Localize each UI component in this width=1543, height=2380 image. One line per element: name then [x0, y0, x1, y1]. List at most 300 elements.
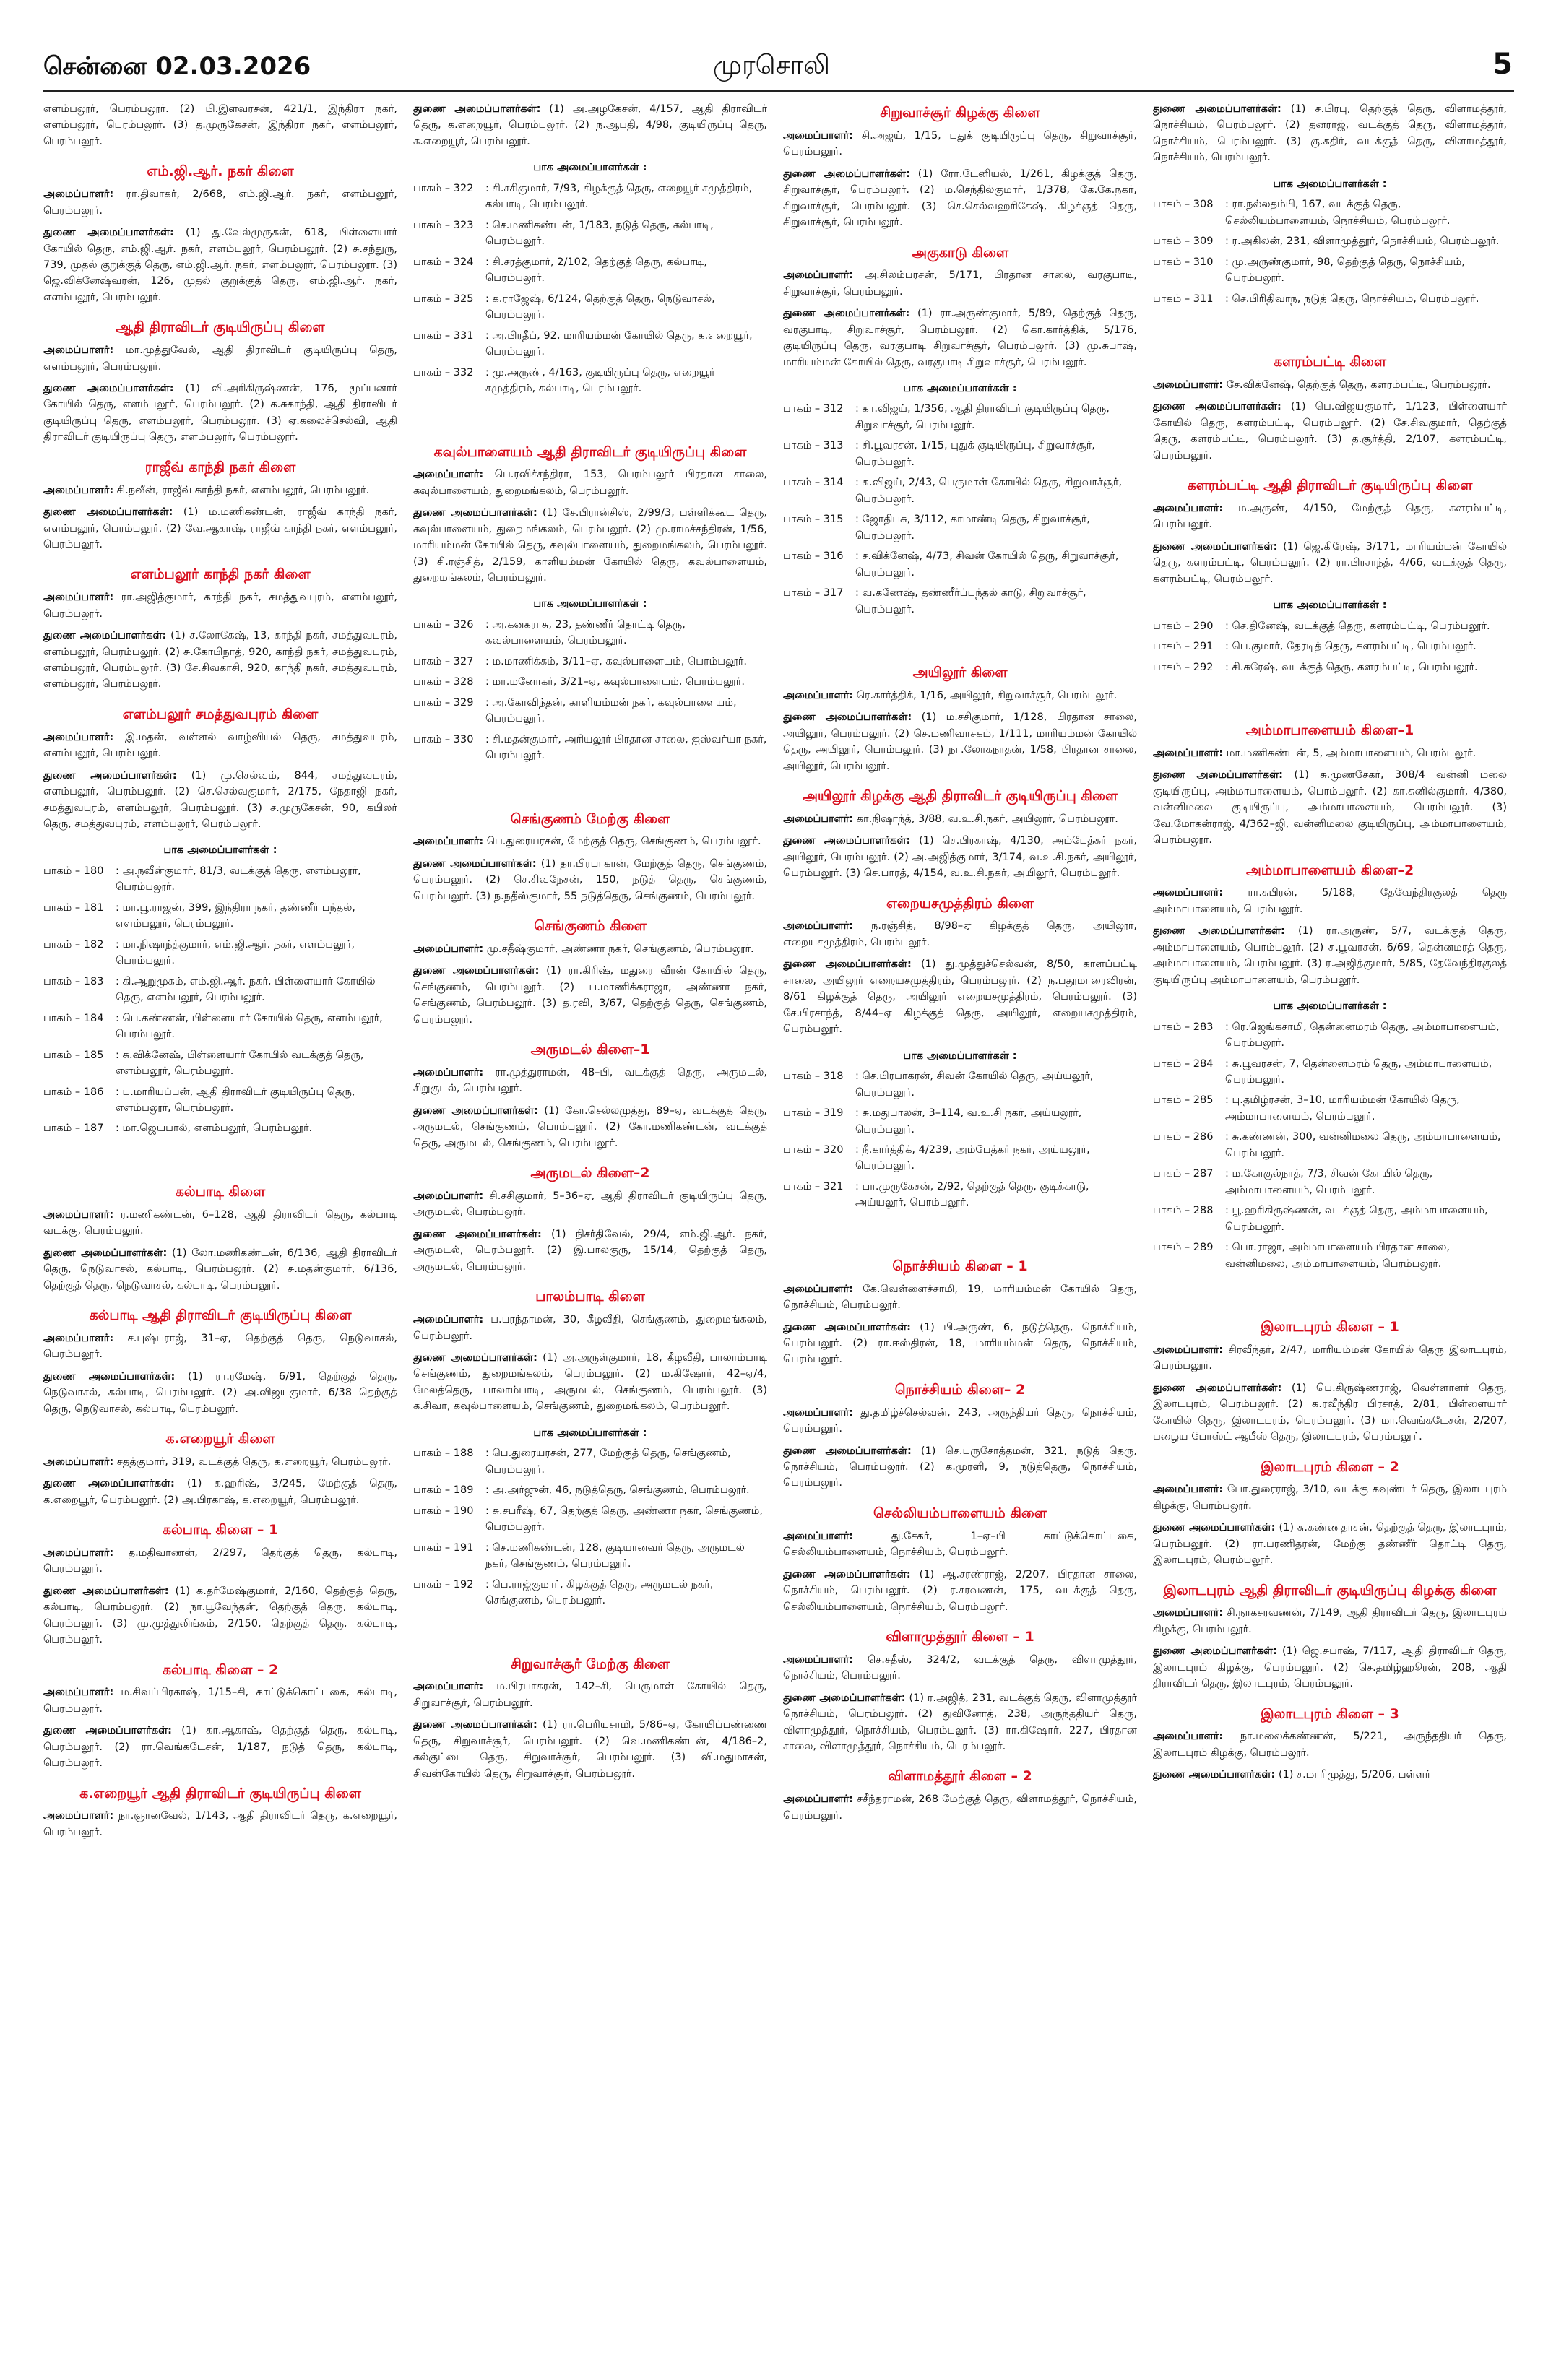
- booth-organiser: : ஜோதிபசு, 3/112, காமாண்டி தெரு, சிறுவாச்சூர், பெரம்பலூர்.: [855, 514, 1090, 542]
- organiser-label: அமைப்பாளர்:: [783, 129, 854, 142]
- organiser-text: மா.மணிகண்டன், 5, அம்மாபாளையம், பெரம்பலூர்.: [1226, 747, 1477, 759]
- booth-organiser: : ரா.நல்லதம்பி, 167, வடக்குத் தெரு, செல்லியம்பாளையம், நொச்சியம், பெரம்பலூர்.: [1225, 199, 1451, 227]
- deputy-label: துணை அமைப்பாளர்கள்:: [43, 506, 173, 519]
- deputy-label: துணை அமைப்பாளர்கள்:: [1153, 1645, 1277, 1658]
- booth-organiser: : பெ.துரையரசன், 277, மேற்குத் தெரு, செங்குணம், பெரம்பலூர்.: [485, 1448, 731, 1476]
- booth-organiser: : சு.கண்ணன், 300, வன்னிமலை தெரு, அம்மாபாளையம், பெரம்பலூர்.: [1225, 1131, 1501, 1159]
- deputy-label: துணை அமைப்பாளர்கள்:: [783, 1568, 911, 1580]
- deputy-organisers: [783, 709, 1137, 774]
- deputy-organisers: [43, 1723, 397, 1771]
- booth-row: [1153, 1019, 1507, 1052]
- deputy-organisers: [783, 1567, 1137, 1615]
- page-number: 5: [1492, 48, 1513, 81]
- deputy-text: (1) து.முத்துச்செல்வன், 8/50, காளப்பட்டி சாலை, அயிலூர் எறையசமுத்திரம், பெரம்பலூர். (2) ந.பதூமாரைவிரன், 8/61 கிழக்குத் தெரு, அயிலூர் எறையசமுத்திரம், பெரம்பலூர். (3) சே.பிரசாந்த், 8/44–ஏ கிழக்குத் தெரு, அயிலூர், எறையசமுத்திரம், பெரம்பலூர்.: [783, 959, 1137, 1036]
- booth-number: பாகம் – 284: [1153, 1057, 1214, 1070]
- booth-organiser: : சு.சபரீஷ், 67, தெற்குத் தெரு, அண்ணா நகர், செங்குணம், பெரம்பலூர்.: [485, 1505, 763, 1533]
- deputy-label: துணை அமைப்பாளர்கள்:: [1153, 769, 1283, 782]
- organiser-label: அமைப்பாளர்:: [43, 345, 114, 357]
- deputy-organisers: [783, 956, 1137, 1037]
- continued-text: எளம்பலூர், பெரம்பலூர். (2) பி.இளவரசன், 421/1, இந்திரா நகர், எளம்பலூர், பெரம்பலூர். (3) த.முருகேசன், இந்திரா நகர், எளம்பலூர், பெரம்பலூர்.: [43, 103, 397, 147]
- organiser: [43, 186, 397, 219]
- booth-organiser: : மா.மனோகர், 3/21–ஏ, கவுல்பாளையம், பெரம்பலூர்.: [485, 676, 745, 688]
- branch-heading: விளாமுத்தூர் கிளை – 1: [886, 1628, 1034, 1645]
- deputy-text: (1) ச.பிரபு, தெற்குத் தெரு, விளாமத்தூர், நொச்சியம், பெரம்பலூர். (2) தனராஜ், வடக்குத் தெரு, விளாமத்தூர், நொச்சியம், பெரம்பலூர். (3) கு.சுதிர், வடக்குத் தெரு, விளாமத்தூர், நொச்சியம், பெரம்பலூர்.: [1153, 103, 1507, 164]
- booth-number: பாகம் – 319: [783, 1107, 844, 1120]
- deputy-text: (1) செ.பிரகாஷ், 4/130, அம்பேத்கர் நகர், அயிலூர், பெரம்பலூர். (2) அ.அஜித்குமார், 3/174, வ.உ.சி.நகர், அயிலூர், பெரம்பலூர். (3) செ.பாரத், 4/154, வ.உ.சி.நகர், அயிலூர், பெரம்பலூர்.: [783, 835, 1137, 880]
- organiser: [783, 1652, 1137, 1684]
- deputy-organisers: [43, 628, 397, 693]
- booth-organiser: : ரெ.ஜெங்கசாமி, தென்னைமரம் தெரு, அம்மாபாளையம், பெரம்பலூர்.: [1225, 1021, 1500, 1050]
- booth-organiser: : ம.மாணிக்கம், 3/11–ஏ, கவுல்பாளையம், பெரம்பலூர்.: [485, 655, 747, 667]
- booth-organiser: : ம.கோகுல்நாத், 7/3, சிவன் கோயில் தெரு, அம்மாபாளையம், பெரம்பலூர்.: [1225, 1168, 1433, 1196]
- branch-heading: செல்லியம்பாளையம் கிளை: [873, 1505, 1047, 1521]
- booth-row: [413, 181, 767, 213]
- organiser: [413, 1679, 767, 1711]
- booth-number: பாகம் – 324: [413, 256, 474, 268]
- branch-heading: அருமடல் கிளை–1: [530, 1042, 650, 1058]
- organiser-label: அமைப்பாளர்:: [783, 1653, 854, 1666]
- organiser-label: அமைப்பாளர்:: [413, 1681, 484, 1693]
- deputy-text: (1) நிசர்திவேல், 29/4, எம்.ஜி.ஆர். நகர், அருமடல், பெரம்பலூர். (2) இ.பாலகுரு, 15/14, தெற்குத் தெரு, அருமடல், பெரம்பலூர்.: [413, 1228, 767, 1273]
- deputy-organisers: [43, 504, 397, 553]
- branch-heading: இலாடபுரம் கிளை – 3: [1261, 1705, 1399, 1722]
- organiser: [43, 1454, 397, 1470]
- organiser: [1153, 745, 1507, 761]
- booth-number: பாகம் – 186: [43, 1086, 104, 1098]
- organiser-label: அமைப்பாளர்:: [43, 1810, 114, 1822]
- deputy-text: (1) கோ.செல்லமுத்து, 89–ஏ, வடக்குத் தெரு, அருமடல், செங்குணம், பெரம்பலூர். (2) கோ.மணிகண்டன், வடக்குத் தெரு, அருமடல், செங்குணம், பெரம்பலூர்.: [413, 1104, 767, 1149]
- booth-organiser: : செ.மணிகண்டன், 128, குடியானவர் தெரு, அருமடல் நகர், செங்குணம், பெரம்பலூர்.: [485, 1541, 745, 1570]
- deputy-label: துணை அமைப்பாளர்கள்:: [43, 383, 174, 394]
- booth-row: [783, 1068, 1137, 1101]
- booth-number: பாகம் – 189: [413, 1484, 474, 1497]
- branch-heading: எறையசமுத்திரம் கிளை: [886, 895, 1034, 912]
- deputy-organisers: [783, 1690, 1137, 1755]
- deputy-label: துணை அமைப்பாளர்கள்:: [43, 227, 174, 239]
- deputy-organisers: [43, 381, 397, 446]
- booth-organiser: : ப.மாரியப்பன், ஆதி திராவிடர் குடியிருப்பு தெரு, எளம்பலூர், பெரம்பலூர்.: [116, 1086, 355, 1114]
- booth-row: [43, 974, 397, 1006]
- booth-organiser: : அ.நவீன்குமார், 81/3, வடக்குத் தெரு, எளம்பலூர், பெரம்பலூர்.: [116, 865, 361, 893]
- deputy-label: துணை அமைப்பாளர்கள்:: [43, 769, 177, 782]
- booth-number: பாகம் – 321: [783, 1180, 844, 1193]
- deputy-text: (1) தா.பிரபாகரன், மேற்குத் தெரு, செங்குணம், பெரம்பலூர். (2) செ.சிவநேசன், 150, நடுத் தெரு, செங்குணம், பெரம்பலூர். (3) ந.நதீஸ்குமார், 55 நடுத்தெரு, செங்குணம், பெரம்பலூர்.: [413, 857, 767, 902]
- branch-heading: எளம்பலூர் சமத்துவபுரம் கிளை: [122, 706, 319, 722]
- organiser-label: அமைப்பாளர்:: [783, 1530, 854, 1542]
- deputy-label: துணை அமைப்பாளர்கள்:: [783, 835, 911, 847]
- deputy-label: துணை அமைப்பாளர்கள்:: [413, 1351, 537, 1364]
- organiser-text: பெ.ரவிச்சந்திரா, 153, பெரம்பலூர் பிரதான சாலை, கவுல்பாளையம், துறைமங்கலம், பெரம்பலூர்.: [413, 469, 767, 497]
- booth-row: [1153, 618, 1507, 634]
- booth-number: பாகம் – 288: [1153, 1205, 1214, 1217]
- deputy-text: (1) ச.லோகேஷ், 13, காந்தி நகர், சமத்துவபுரம், எளம்பலூர், பெரம்பலூர். (2) சு.கோபிநாத், 920, காந்தி நகர், சமத்துவபுரம், எளம்பலூர், பெரம்பலூர். (3) சே.சிவகாசி, 920, காந்தி நகர், சமத்துவபுரம், எளம்பலூர், பெரம்பலூர்.: [43, 630, 397, 691]
- deputy-text: (1) ரா.அருண், 5/7, வடக்குத் தெரு, அம்மாபாளையம், பெரம்பலூர். (2) சு.பூவரசன், 6/69, தென்னமரத் தெரு, அம்மாபாளையம், பெரம்பலூர். (3) ர.அஜித்குமார், 5/85, தேவேந்திரகுலத் குடியிருப்பு அம்மாபாளையம், பெரம்பலூர்.: [1153, 925, 1507, 986]
- booth-organiser: : சு.பூவரசன், 7, தென்னைமரம் தெரு, அம்மாபாளையம், பெரம்பலூர்.: [1225, 1057, 1492, 1086]
- column-2: [413, 101, 767, 2366]
- deputy-text: (1) ஜெ.கிரேஷ், 3/171, மாரியம்மன் கோயில் தெரு, களரம்பட்டி, பெரம்பலூர். (2) ரா.பிரசாந்த், 4/66, வடக்குத் தெரு, களரம்பட்டி, பெரம்பலூர்.: [1153, 540, 1507, 585]
- organiser-label: அமைப்பாளர்:: [783, 269, 854, 282]
- branch-heading: செங்குணம் கிளை: [534, 918, 647, 935]
- booth-row: [413, 328, 767, 360]
- deputy-text: (1) வி.அரிகிருஷ்ணன், 176, மூப்பனார் கோயில் தெரு, எளம்பலூர், பெரம்பலூர். (2) க.சுகாந்தி, ஆதி திராவிடர் குடியிருப்பு தெரு, எளம்பலூர், பெரம்பலூர். (3) ஏ.கலைச்செல்வி, ஆதி திராவிடர் குடியிருப்பு தெரு, எளம்பலூர், பெரம்பலூர்.: [43, 383, 397, 443]
- booth-number: பாகம் – 327: [413, 655, 474, 667]
- branch-heading: ராஜீவ் காந்தி நகர் கிளை: [144, 459, 296, 475]
- deputy-text: (1) ரா.கிரிஷ், மதுரை வீரன் கோயில் தெரு, செங்குணம், பெரம்பலூர். (2) ப.மாணிக்கராஜா, அண்ணா நகர், செங்குணம், பெரம்பலூர். (3) த.ரவி, 3/67, தெற்குத் தெரு, செங்குணம், பெரம்பலூர்.: [413, 965, 767, 1026]
- organiser-text: நா.மலைக்கண்ணன், 5/221, அருந்ததியர் தெரு, இலாடபுரம் கிழக்கு, பெரம்பலூர்.: [1153, 1731, 1507, 1759]
- branch-heading: அயிலூர் கிளை: [912, 665, 1008, 681]
- organiser-text: அ.சிலம்பரசன், 5/171, பிரதான சாலை, வரகுபாடி, சிறுவாச்சூர், பெரம்பலூர்.: [783, 269, 1137, 298]
- booth-heading: பாக அமைப்பாளர்கள் :: [1273, 600, 1387, 612]
- booth-organiser: : சு.விஜய், 2/43, பெருமாள் கோயில் தெரு, சிறுவாச்சூர், பெரம்பலூர்.: [855, 477, 1123, 505]
- booth-organiser: : சி.பூவரசன், 1/15, புதுக் குடியிருப்பு, சிறுவாச்சூர், பெரம்பலூர்.: [855, 440, 1095, 468]
- booth-row: [43, 937, 397, 969]
- deputy-organisers: [43, 1369, 397, 1417]
- booth-organiser: : மு.அருண்குமார், 98, தெற்குத் தெரு, நொச்சியம், பெரம்பலூர்.: [1225, 256, 1465, 285]
- branch-heading: செங்குணம் மேற்கு கிளை: [510, 810, 670, 827]
- booth-heading: பாக அமைப்பாளர்கள் :: [533, 162, 647, 174]
- organiser-text: த.மதிவாணன், 2/297, தெற்குத் தெரு, கல்பாடி, பெரம்பலூர்.: [43, 1546, 397, 1575]
- organiser: [43, 483, 397, 498]
- deputy-organisers: [1153, 1520, 1507, 1568]
- booth-row: [43, 1047, 397, 1080]
- organiser-text: கே.வெள்ளைச்சாமி, 19, மாரியம்மன் கோயில் தெரு, நொச்சியம், பெரம்பலூர்.: [783, 1283, 1137, 1312]
- organiser-text: ரா.முத்துராமன், 48–பி, வடக்குத் தெரு, அருமடல், சிறுகுடல், பெரம்பலூர்.: [413, 1066, 767, 1095]
- deputy-text: (1) து.வேல்முருகன், 618, பிள்ளையார் கோயில் தெரு, எம்.ஜி.ஆர். நகர், எளம்பலூர், பெரம்பலூர். (2) சு.சந்துரு, 739, முதல் குறுக்குத் தெரு, எம்.ஜி.ஆர். நகர், எளம்பலூர், பெரம்பலூர். (3) ஜெ.விக்னேஷ்வரன், 126, முதல் குறுக்குத் தெரு, எம்.ஜி.ஆர். நகர், எளம்பலூர், பெரம்பலூர்.: [43, 227, 397, 303]
- booth-organiser: : சி.மதன்குமார், அரியலூர் பிரதான சாலை, ஐஸ்வர்யா நகர், பெரம்பலூர்.: [485, 733, 767, 762]
- booth-list: [413, 181, 767, 397]
- deputy-text: (1) ஆ.சரண்ராஜ், 2/207, பிரதான சாலை, நொச்சியம், பெரம்பலூர். (2) ர.சரவணன், 175, வடக்குத் தெரு, செல்லியம்பாளையம், நொச்சியம், பெரம்பலூர்.: [783, 1568, 1137, 1613]
- deputy-organisers: [1153, 767, 1507, 848]
- booth-row: [413, 674, 767, 690]
- booth-row: [43, 1084, 397, 1117]
- deputy-text: (1) க.தர்மேஷ்குமார், 2/160, தெற்குத் தெரு, கல்பாடி, பெரம்பலூர். (2) நா.பூவேந்தன், தெற்குத் தெரு, கல்பாடி, பெரம்பலூர். (3) மு.முத்துலிங்கம், 2/150, தெற்குத் தெரு, கல்பாடி, பெரம்பலூர்.: [43, 1585, 397, 1646]
- column-4: [1153, 101, 1507, 2366]
- booth-row: [413, 1540, 767, 1572]
- organiser: [1153, 1342, 1507, 1375]
- deputy-organisers: [783, 306, 1137, 371]
- organiser: [43, 342, 397, 375]
- organiser-text: ரெ.கார்த்திக், 1/16, அயிலூர், சிறுவாச்சூர், பெரம்பலூர்.: [856, 689, 1118, 701]
- booth-organiser: : செ.மணிகண்டன், 1/183, நடுத் தெரு, கல்பாடி, பெரம்பலூர்.: [485, 219, 714, 248]
- deputy-text: (1) ரா.பெரியசாமி, 5/86–ஏ, கோயிப்பண்ணை தெரு, சிறுவாச்சூர், பெரம்பலூர். (2) வெ.மணிகண்டன், 4/186–2, கல்குட்டை தெரு, சிறுவாச்சூர், பெரம்பலூர். (3) வி.மதுமாசன், சிவன்கோயில் தெரு, சிறுவாச்சூர், பெரம்பலூர்.: [413, 1719, 767, 1780]
- branch-heading: கல்பாடி ஆதி திராவிடர் குடியிருப்பு கிளை: [89, 1307, 352, 1323]
- organiser-text: சசீந்தராமன், 268 மேற்குத் தெரு, விளாமத்தூர், நொச்சியம், பெரம்பலூர்.: [783, 1793, 1137, 1822]
- booth-row: [783, 548, 1137, 581]
- organiser: [43, 1207, 397, 1239]
- booth-number: பாகம் – 314: [783, 477, 844, 489]
- branch-heading: அகுகாடு கிளை: [911, 244, 1009, 261]
- organiser: [413, 834, 767, 849]
- organiser-text: சே.விக்னேஷ், தெற்குத் தெரு, களரம்பட்டி, பெரம்பலூர்.: [1226, 378, 1491, 391]
- deputy-label: துணை அமைப்பாளர்கள்:: [413, 965, 540, 977]
- organiser-label: அமைப்பாளர்:: [43, 1546, 114, 1559]
- booth-row: [413, 291, 767, 324]
- booth-organiser: : ர.அகிலன், 231, விளாமுத்தூர், நொச்சியம், பெரம்பலூர்.: [1225, 235, 1500, 248]
- deputy-label: துணை அமைப்பாளர்கள்:: [1153, 103, 1281, 115]
- organiser-label: அமைப்பாளர்:: [43, 1208, 114, 1221]
- booth-list: [783, 1068, 1137, 1211]
- booth-number: பாகம் – 312: [783, 403, 844, 415]
- booth-number: பாகம் – 183: [43, 975, 104, 987]
- branch-heading: இலாடபுரம் ஆதி திராவிடர் குடியிருப்பு கிழக்கு கிளை: [1163, 1582, 1497, 1598]
- organiser: [43, 1808, 397, 1840]
- booth-row: [43, 900, 397, 932]
- booth-organiser: : அ.கோவிந்தன், காளியம்மன் நகர், கவுல்பாளையம், பெரம்பலூர்.: [485, 696, 737, 725]
- booth-heading: பாக அமைப்பாளர்கள் :: [1273, 178, 1387, 190]
- booth-row: [1153, 659, 1507, 675]
- organiser-label: அமைப்பாளர்:: [783, 813, 854, 825]
- deputy-text: (1) சு.கண்ணதாசன், தெற்குத் தெரு, இலாடபுரம், பெரம்பலூர். (2) ரா.பரணிதரன், மேற்கு தண்ணீர் தொட்டி தெரு, இலாடபுரம், பெரம்பலூர்.: [1153, 1522, 1507, 1567]
- branch-heading: அம்மாபாளையம் கிளை–1: [1245, 722, 1414, 739]
- deputy-text: (1) ர.அஜித், 231, வடக்குத் தெரு, விளாமுத்தூர் நொச்சியம், பெரம்பலூர். (2) துவினோத், 238, அருந்ததியர் தெரு, விளாமுத்தூர், நொச்சியம், பெரம்பலூர். (3) ரா.கிஷோர், 227, பிரதான சாலை, விளாமுத்தூர், நொச்சியம், பெரம்பலூர்.: [783, 1692, 1137, 1752]
- deputy-organisers: [413, 856, 767, 904]
- booth-organiser: : பா.முருகேசன், 2/92, தெற்குத் தெரு, குடிக்காடு, அய்யலூர், பெரம்பலூர்.: [855, 1180, 1089, 1209]
- organiser-text: சி.நாகசரவணன், 7/149, ஆதி திராவிடர் தெரு, இலாடபுரம் கிழக்கு, பெரம்பலூர்.: [1153, 1607, 1507, 1635]
- deputy-text: (1) அ.அருள்குமார், 18, கீழவீதி, பாலாம்பாடி செங்குணம், துறைமங்கலம், பெரம்பலூர். (2) ம.கிஷோர், 42–ஏ/4, மேலத்தெரு, பாலாம்பாடி, அருமடல், செங்குணம், பெரம்பலூர். (3) க.சிவா, கவுல்பாளையம், செங்குணம், துறைமங்கலம், பெரம்பலூர்.: [413, 1351, 767, 1413]
- organiser-label: அமைப்பாளர்:: [43, 1455, 114, 1468]
- organiser-text: ர.மணிகண்டன், 6–128, ஆதி திராவிடர் தெரு, கல்பாடி வடக்கு, பெரம்பலூர்.: [43, 1208, 397, 1237]
- booth-organiser: : பொ.ராஜா, அம்மாபாளையம் பிரதான சாலை, வன்னிமலை, அம்மாபாளையம், பெரம்பலூர்.: [1225, 1242, 1450, 1270]
- booth-row: [1153, 1203, 1507, 1235]
- deputy-organisers: [413, 963, 767, 1028]
- booth-row: [1153, 1056, 1507, 1089]
- booth-row: [43, 1120, 397, 1136]
- booth-row: [413, 365, 767, 397]
- organiser: [43, 1330, 397, 1363]
- deputy-label: துணை அமைப்பாளர்கள்:: [783, 711, 912, 724]
- booth-row: [1153, 254, 1507, 287]
- deputy-text: (1) லோ.மணிகண்டன், 6/136, ஆதி திராவிடர் தெரு, நெடுவாசல், கல்பாடி, பெரம்பலூர். (2) சு.மதன்குமார், 6/136, தெற்குத் தெரு, நெடுவாசல், கல்பாடி, பெரம்பலூர்.: [43, 1247, 397, 1291]
- booth-organiser: : அ.பிரதீப், 92, மாரியம்மன் கோயில் தெரு, க.எறையூர், பெரம்பலூர்.: [485, 329, 753, 358]
- deputy-organisers: [43, 1245, 397, 1294]
- booth-row: [783, 475, 1137, 507]
- deputy-organisers: [413, 101, 767, 150]
- deputy-organisers: [413, 1226, 767, 1275]
- booth-number: பாகம் – 325: [413, 293, 474, 305]
- deputy-text: (1) ரோ.டேனியல், 1/261, கிழக்குத் தெரு, சிறுவாச்சூர், பெரம்பலூர். (2) ம.செந்தில்குமார், 1/378, கே.கே.நகர், சிறுவாச்சூர், பெரம்பலூர். (3) செ.செல்வஹரிகேஷ், கிழக்குத் தெரு, சிறுவாச்சூர், பெரம்பலூர்.: [783, 168, 1137, 229]
- branch-heading: எம்.ஜி.ஆர். நகர் கிளை: [147, 163, 294, 180]
- booth-number: பாகம் – 289: [1153, 1242, 1214, 1254]
- deputy-label: துணை அமைப்பாளர்கள்:: [413, 103, 541, 115]
- booth-number: பாகம் – 315: [783, 514, 844, 526]
- booth-list: [43, 863, 397, 1137]
- organiser-text: சதத்குமார், 319, வடக்குத் தெரு, க.எறையூர், பெரம்பலூர்.: [116, 1455, 392, 1468]
- branch-heading: விளாமத்தூர் கிளை – 2: [888, 1768, 1032, 1785]
- booth-number: பாகம் – 287: [1153, 1168, 1214, 1180]
- organiser-label: அமைப்பாளர்:: [783, 1406, 854, 1419]
- header-rule: [43, 90, 1514, 92]
- deputy-organisers: [43, 1583, 397, 1648]
- booth-organiser: : சு.மதுபாலன், 3–114, வ.உ.சி நகர், அய்யலூர், பெரம்பலூர்.: [855, 1107, 1082, 1135]
- booth-number: பாகம் – 317: [783, 587, 844, 600]
- organiser: [43, 730, 397, 762]
- organiser-text: இ.மதன், வள்ளல் வாழ்வியல் தெரு, சமத்துவபுரம், எளம்பலூர், பெரம்பலூர்.: [43, 731, 397, 760]
- booth-number: பாகம் – 322: [413, 182, 474, 194]
- booth-heading: பாக அமைப்பாளர்கள் :: [1273, 1000, 1387, 1013]
- booth-organiser: : கி.ஆறுமுகம், எம்.ஜி.ஆர். நகர், பிள்ளையார் கோயில் தெரு, எளம்பலூர், பெரம்பலூர்.: [116, 975, 376, 1004]
- deputy-organisers: [783, 1443, 1137, 1492]
- booth-row: [783, 1142, 1137, 1174]
- organiser-label: அமைப்பாளர்:: [43, 592, 114, 604]
- organiser: [1153, 885, 1507, 917]
- deputy-organisers: [783, 833, 1137, 881]
- organiser-text: கா.நிஷாந்த், 3/88, வ.உ.சி.நகர், அயிலூர், பெரம்பலூர்.: [856, 813, 1118, 825]
- booth-number: பாகம் – 309: [1153, 235, 1214, 248]
- booth-organiser: : கா.விஜய், 1/356, ஆதி திராவிடர் குடியிருப்பு தெரு, சிறுவாச்சூர், பெரம்பலூர்.: [855, 403, 1110, 431]
- booth-list: [413, 617, 767, 764]
- organiser-text: து.சேகர், 1–ஏ–பி காட்டுக்கொட்டகை, செல்லியம்பாளையம், நொச்சியம், பெரம்பலூர்.: [783, 1530, 1137, 1559]
- deputy-text: (1) மு.செல்வம், 844, சமத்துவபுரம், எளம்பலூர், பெரம்பலூர். (2) செ.செல்வகுமார், 2/175, நேதாஜி நகர், சமத்துவபுரம், எளம்பலூர், பெரம்பலூர். (3) ச.முருகேசன், 90, கபிலர் தெரு, சமத்துவபுரம், எளம்பலூர், பெரம்பலூர்.: [43, 769, 397, 830]
- branch-heading: கவுல்பாளையம் ஆதி திராவிடர் குடியிருப்பு கிளை: [433, 443, 747, 460]
- deputy-organisers: [1153, 923, 1507, 988]
- booth-organiser: : மா.நிஷாந்த்குமார், எம்.ஜி.ஆர். நகர், எளம்பலூர், பெரம்பலூர்.: [116, 938, 355, 967]
- booth-row: [413, 1482, 767, 1498]
- booth-list: [1153, 196, 1507, 307]
- organiser: [413, 1188, 767, 1221]
- booth-organiser: : க.ராஜேஷ், 6/124, தெற்குத் தெரு, நெடுவாசல், பெரம்பலூர்.: [485, 293, 715, 321]
- organiser-label: அமைப்பாளர்:: [1153, 378, 1224, 391]
- organiser-text: து.தமிழ்ச்செல்வன், 243, அருந்தியர் தெரு, நொச்சியம், பெரம்பலூர்.: [783, 1406, 1137, 1435]
- booth-row: [413, 695, 767, 727]
- organiser-label: அமைப்பாளர்:: [1153, 1484, 1224, 1496]
- deputy-organisers: [1153, 399, 1507, 464]
- booth-number: பாகம் – 285: [1153, 1094, 1214, 1107]
- deputy-organisers: [783, 1320, 1137, 1368]
- branch-heading: க.எறையூர் கிளை: [165, 1431, 275, 1447]
- organiser-text: ரா.திவாகர், 2/668, எம்.ஜி.ஆர். நகர், எளம்பலூர், பெரம்பலூர்.: [43, 189, 397, 217]
- branch-heading: க.எறையூர் ஆதி திராவிடர் குடியிருப்பு கிளை: [79, 1785, 361, 1801]
- organiser: [783, 918, 1137, 951]
- booth-row: [43, 1011, 397, 1043]
- booth-organiser: : ச.விக்னேஷ், 4/73, சிவன் கோயில் தெரு, சிறுவாச்சூர், பெரம்பலூர்.: [855, 550, 1119, 579]
- deputy-label: துணை அமைப்பாளர்கள்:: [783, 168, 910, 180]
- booth-number: பாகம் – 190: [413, 1505, 474, 1517]
- deputy-text: (1) கா.ஆகாஷ், தெற்குத் தெரு, கல்பாடி, பெரம்பலூர். (2) ரா.வெங்கடேசன், 1/187, நடுத் தெரு, கல்பாடி, பெரம்பலூர்.: [43, 1725, 397, 1770]
- deputy-label: துணை அமைப்பாளர்கள்:: [1153, 540, 1278, 553]
- organiser-text: மா.முத்துவேல், ஆதி திராவிடர் குடியிருப்பு தெரு, எளம்பலூர், பெரம்பலூர்.: [43, 345, 397, 373]
- organiser-label: அமைப்பாளர்:: [783, 689, 854, 701]
- deputy-text: (1) ரா.ரமேஷ், 6/91, தெற்குத் தெரு, நெடுவாசல், கல்பாடி, பெரம்பலூர். (2) அ.விஜயகுமார், 6/38 தெற்குத் தெரு, நெடுவாசல், கல்பாடி, பெரம்பலூர்.: [43, 1370, 397, 1415]
- deputy-label: துணை அமைப்பாளர்கள்:: [1153, 1522, 1276, 1534]
- organiser: [783, 1528, 1137, 1561]
- organiser-label: அமைப்பாளர்:: [1153, 1731, 1224, 1743]
- organiser-text: போ.துரைராஜ், 3/10, வடக்கு கவுண்டர் தெரு, இலாடபுரம் கிழக்கு, பெரம்பலூர்.: [1153, 1484, 1507, 1512]
- deputy-organisers: [783, 166, 1137, 231]
- organiser-text: ம.சிவப்பிரகாஷ், 1/15–சி, காட்டுக்கொட்டகை, கல்பாடி, பெரம்பலூர்.: [43, 1687, 397, 1715]
- booth-organiser: : சி.சுரேஷ், வடக்குத் தெரு, களரம்பட்டி, பெரம்பலூர்.: [1225, 661, 1478, 673]
- booth-row: [413, 617, 767, 649]
- deputy-label: துணை அமைப்பாளர்கள்:: [783, 1692, 906, 1704]
- booth-number: பாகம் – 328: [413, 676, 474, 688]
- booth-organiser: : மா.பூ.ராஜன், 399, இந்திரா நகர், தண்ணீர் பந்தல், எளம்பலூர், பெரம்பலூர்.: [116, 901, 355, 930]
- organiser: [413, 1312, 767, 1344]
- deputy-label: துணை அமைப்பாளர்கள்:: [413, 857, 537, 870]
- booth-heading: பாக அமைப்பாளர்கள் :: [163, 844, 277, 857]
- organiser-label: அமைப்பாளர்:: [1153, 887, 1224, 899]
- booth-row: [783, 511, 1137, 544]
- organiser: [43, 1684, 397, 1717]
- booth-number: பாகம் – 311: [1153, 293, 1214, 305]
- booth-number: பாகம் – 290: [1153, 620, 1214, 632]
- booth-number: பாகம் – 283: [1153, 1021, 1214, 1033]
- booth-number: பாகம் – 331: [413, 329, 474, 342]
- organiser: [1153, 377, 1507, 393]
- organiser: [783, 811, 1137, 827]
- deputy-label: துணை அமைப்பாளர்கள்:: [43, 1370, 176, 1382]
- deputy-label: துணை அமைப்பாளர்கள்:: [783, 1321, 911, 1333]
- booth-heading: பாக அமைப்பாளர்கள் :: [533, 598, 647, 610]
- booth-number: பாகம் – 191: [413, 1541, 474, 1554]
- booth-number: பாகம் – 184: [43, 1012, 104, 1024]
- deputy-text: (1) ரா.அருண்குமார், 5/89, தெற்குத் தெரு, வரகுபாடி, சிறுவாச்சூர், பெரம்பலூர். (2) கொ.கார்த்திக், 5/176, குடியிருப்பு தெரு, வரகுபாடி சிறுவாச்சூர், பெரம்பலூர். (3) மு.சுபாஷ், மாரியம்மன் கோயில் தெரு, வரகுபாடி சிறுவாச்சூர், பெரம்பலூர்.: [783, 308, 1137, 368]
- deputy-text: (1) ம.சசிகுமார், 1/128, பிரதான சாலை, அயிலூர், பெரம்பலூர். (2) செ.மணிவாசகம், 1/111, மாரியம்மன் கோயில் தெரு, அயிலூர், பெரம்பலூர். (3) நா.லோகநாதன், 1/58, பிரதான சாலை, அயிலூர், பெரம்பலூர்.: [783, 711, 1137, 772]
- branch-heading: அயிலூர் கிழக்கு ஆதி திராவிடர் குடியிருப்பு கிளை: [802, 788, 1118, 805]
- organiser-text: ச.புஷ்பராஜ், 31–ஏ, தெற்குத் தெரு, நெடுவாசல், பெரம்பலூர்.: [43, 1332, 397, 1361]
- branch-heading: அம்மாபாளையம் கிளை–2: [1245, 862, 1414, 878]
- booth-number: பாகம் – 180: [43, 865, 104, 877]
- deputy-label: துணை அமைப்பாளர்கள்:: [43, 1585, 169, 1597]
- organiser-text: நா.ஞானவேல், 1/143, ஆதி திராவிடர் தெரு, க.எறையூர், பெரம்பலூர்.: [43, 1810, 397, 1838]
- organiser-label: அமைப்பாளர்:: [783, 1283, 854, 1295]
- organiser: [1153, 501, 1507, 533]
- booth-number: பாகம் – 326: [413, 618, 474, 631]
- booth-number: பாகம் – 329: [413, 696, 474, 709]
- organiser-label: அமைப்பாளர்:: [43, 1332, 114, 1344]
- branch-heading: கல்பாடி கிளை – 1: [162, 1522, 279, 1539]
- booth-heading: பாக அமைப்பாளர்கள் :: [903, 1050, 1017, 1062]
- deputy-organisers: [1153, 1643, 1507, 1692]
- organiser: [413, 467, 767, 499]
- organiser: [783, 1405, 1137, 1437]
- booth-row: [413, 1445, 767, 1478]
- deputy-organisers: [413, 1350, 767, 1415]
- organiser: [783, 128, 1137, 160]
- deputy-label: துணை அமைப்பாளர்கள்:: [783, 1445, 912, 1457]
- booth-list: [1153, 618, 1507, 675]
- booth-row: [413, 254, 767, 287]
- organiser: [1153, 1605, 1507, 1637]
- booth-row: [1153, 233, 1507, 249]
- issue-date: சென்னை 02.03.2026: [43, 52, 311, 81]
- booth-organiser: : பெ.ராஜ்குமார், கிழக்குத் தெரு, அருமடல் நகர், செங்குணம், பெரம்பலூர்.: [485, 1578, 714, 1607]
- branch-heading: பாலம்பாடி கிளை: [535, 1289, 645, 1305]
- organiser-label: அமைப்பாளர்:: [413, 1066, 484, 1078]
- booth-row: [1153, 1129, 1507, 1161]
- organiser: [783, 267, 1137, 300]
- deputy-label: துணை அமைப்பாளர்கள்:: [1153, 401, 1281, 413]
- booth-number: பாகம் – 286: [1153, 1131, 1214, 1143]
- deputy-organisers: [1153, 1767, 1507, 1783]
- organiser-text: ந.ரஞ்சித், 8/98–ஏ கிழக்குத் தெரு, அயிலூர், எறையசமுத்திரம், பெரம்பலூர்.: [783, 920, 1137, 948]
- deputy-organisers: [1153, 539, 1507, 587]
- booth-row: [413, 1503, 767, 1536]
- organiser: [413, 1065, 767, 1097]
- organiser-text: சிரவீந்தர், 2/47, மாரியம்மன் கோயில் தெரு இலாடபுரம், பெரம்பலூர்.: [1153, 1343, 1507, 1372]
- booth-number: பாகம் – 182: [43, 938, 104, 951]
- organiser-label: அமைப்பாளர்:: [43, 484, 114, 496]
- organiser-label: அமைப்பாளர்:: [43, 189, 114, 201]
- deputy-label: துணை அமைப்பாளர்கள்:: [413, 1228, 542, 1240]
- branch-heading: களரம்பட்டி கிளை: [1273, 354, 1387, 371]
- organiser: [413, 941, 767, 957]
- deputy-text: (1) ம.மணிகண்டன், ராஜீவ் காந்தி நகர், எளம்பலூர், பெரம்பலூர். (2) வே.ஆகாஷ், ராஜீவ் காந்தி நகர், எளம்பலூர், பெரம்பலூர்.: [43, 506, 397, 550]
- booth-row: [783, 438, 1137, 470]
- booth-row: [43, 863, 397, 896]
- branch-heading: நொச்சியம் கிளை – 1: [892, 1258, 1028, 1274]
- deputy-text: (1) பி.அருண், 6, நடுத்தெரு, நொச்சியம், பெரம்பலூர். (2) ரா.ஈஸ்திரன், 18, மாரியம்மன் தெரு, நொச்சியம், பெரம்பலூர்.: [783, 1321, 1137, 1366]
- deputy-label: துணை அமைப்பாளர்கள்:: [413, 1719, 537, 1731]
- deputy-label: துணை அமைப்பாளர்கள்:: [1153, 925, 1285, 938]
